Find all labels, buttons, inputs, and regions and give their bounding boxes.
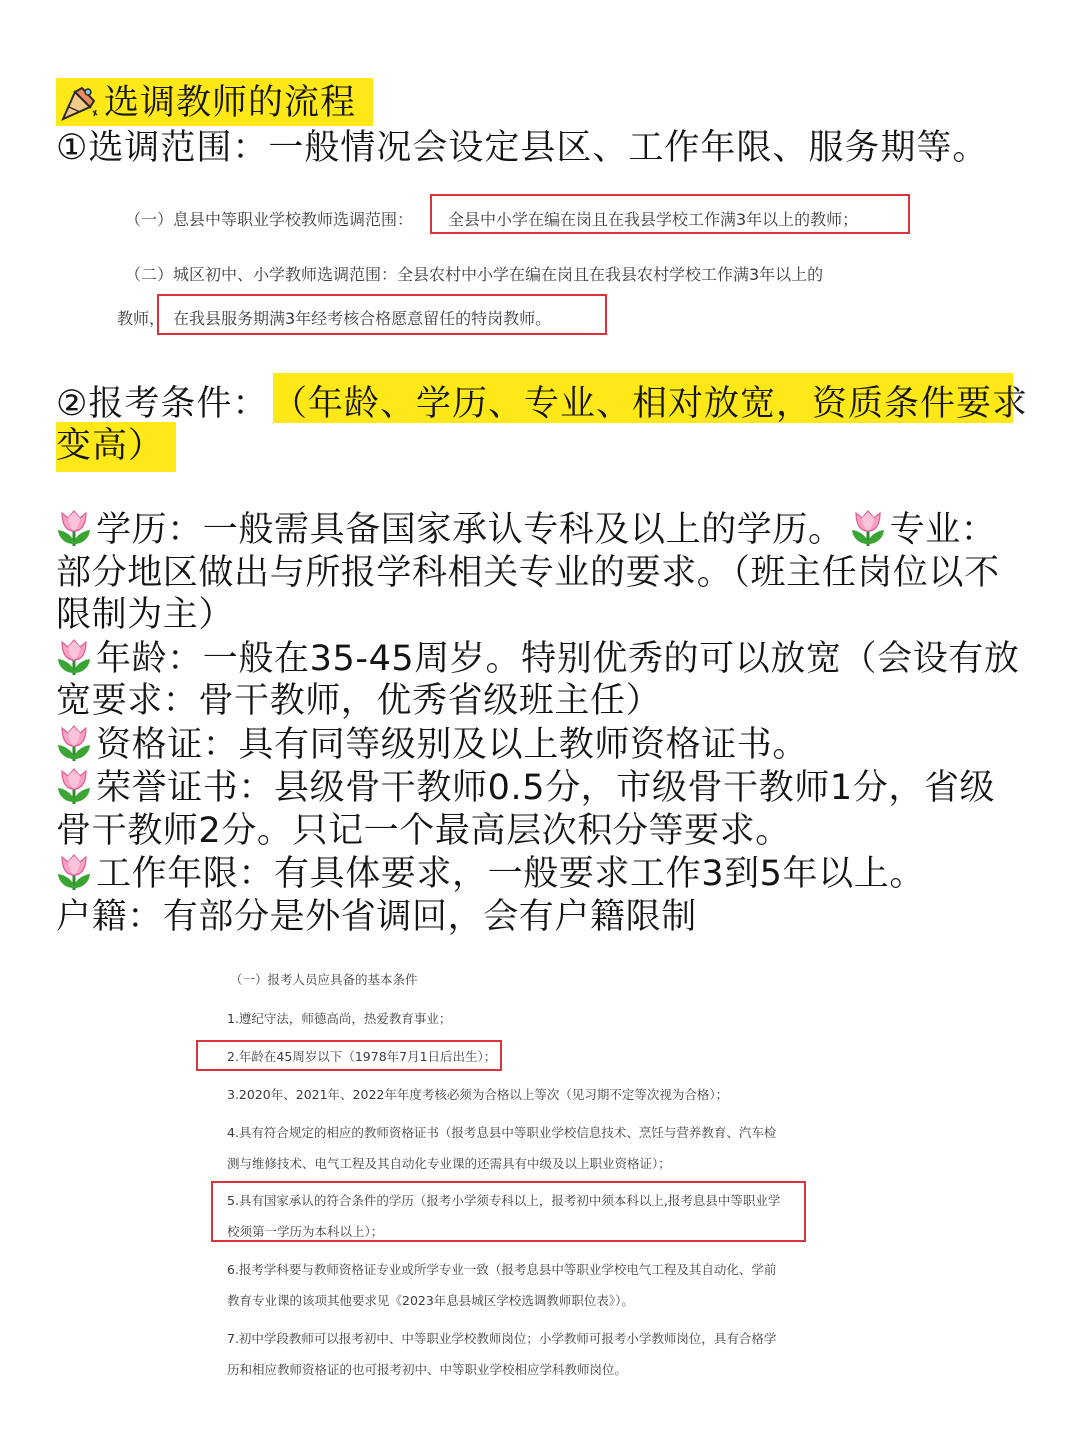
scope-text: ①选调范围：一般情况会设定县区、工作年限、服务期等。 <box>56 128 989 168</box>
basic-item7-line1: 7.初中学段教师可以报考初中、中等职业学校教师岗位；小学教师可报考小学教师岗位，具有合格学 <box>227 1331 777 1346</box>
basic-item7-line2: 历和相应教师资格证的也可报考初中、中等职业学校相应学科教师岗位。 <box>227 1362 628 1377</box>
req-age: 年龄：一般在35-45周岁。特别优秀的可以放宽（会设有放 <box>56 637 1026 681</box>
basic-item4-line2: 测与维修技术、电气工程及其自动化专业课的还需具有中级及以上职业资格证）； <box>227 1156 671 1171</box>
req-education: 学历：一般需具备国家承认专科及以上的学历。 专业： <box>56 508 1026 552</box>
conditions-highlight-text-1: （年龄、学历、专业、相对放宽，资质条件要求 <box>272 384 1029 424</box>
tulip-icon <box>850 508 886 548</box>
pencil-cone-icon <box>60 84 100 122</box>
req-honor: 荣誉证书：县级骨干教师0.5分，市级骨干教师1分，省级 <box>56 766 1026 810</box>
basic-item4-line1: 4.具有符合规定的相应的教师资格证书（报考息县中等职业学校信息技术、烹饪与营养教育、汽车检 <box>227 1125 777 1140</box>
basic-item6-line2: 教育专业课的该项其他要求见《2023年息县城区学校选调教师职位表》）。 <box>227 1293 634 1308</box>
doc-item1-boxed: 全县中小学在编在岗且在我县学校工作满3年以上的教师； <box>448 210 859 229</box>
basic-item5-line2: 校须第一学历为本科以上）； <box>227 1224 384 1239</box>
req-major-line2: 限制为主） <box>56 595 235 635</box>
tulip-icon <box>56 508 92 548</box>
req-cert: 资格证：具有同等级别及以上教师资格证书。 <box>56 723 1026 767</box>
req-age-line2: 宽要求：骨干教师，优秀省级班主任） <box>56 681 662 721</box>
requirements-list <box>56 508 1026 938</box>
doc-item1-prefix: （一）息县中等职业学校教师选调范围： <box>125 210 414 229</box>
req-household: 户籍：有部分是外省调回，会有户籍限制 <box>56 896 697 937</box>
basic-item2: 2.年龄在45周岁以下（1978年7月1日后出生）； <box>227 1049 497 1064</box>
page-title: 选调教师的流程 <box>104 83 357 123</box>
conditions-highlight-text-2: 变高） <box>56 426 165 466</box>
doc-item2-line1: （二）城区初中、小学教师选调范围：全县农村中小学在编在岗且在我县农村学校工作满3年以上的 <box>125 265 824 284</box>
basic-item6-line1: 6.报考学科要与教师资格证专业或所学专业一致（报考息县中等职业学校电气工程及其自动化、学前 <box>227 1262 777 1277</box>
req-major-line1: 部分地区做出与所报学科相关专业的要求。（班主任岗位以不 <box>56 552 1000 593</box>
tulip-icon <box>56 637 92 677</box>
conditions-label: ②报考条件： <box>56 384 269 424</box>
tulip-icon <box>56 723 92 763</box>
doc-item2-boxed: 在我县服务期满3年经考核合格愿意留任的特岗教师。 <box>173 309 552 328</box>
doc-item2-prefix: 教师， <box>117 309 166 328</box>
req-honor-line2: 骨干教师2分。只记一个最高层次积分等要求。 <box>56 810 791 851</box>
basic-item3: 3.2020年、2021年、2022年年度考核必须为合格以上等次（见习期不定等次视为合格）； <box>227 1087 729 1102</box>
basic-item5-line1: 5.具有国家承认的符合条件的学历（报考小学须专科以上，报考初中须本科以上,报考息县中等职业学 <box>227 1193 781 1208</box>
req-work: 工作年限：有具体要求，一般要求工作3到5年以上。 <box>56 852 1026 896</box>
basic-item1: 1.遵纪守法，师德高尚，热爱教育事业； <box>227 1011 452 1026</box>
tulip-icon <box>56 766 92 806</box>
tulip-icon <box>56 852 92 892</box>
basic-heading: （一）报考人员应具备的基本条件 <box>230 972 418 987</box>
